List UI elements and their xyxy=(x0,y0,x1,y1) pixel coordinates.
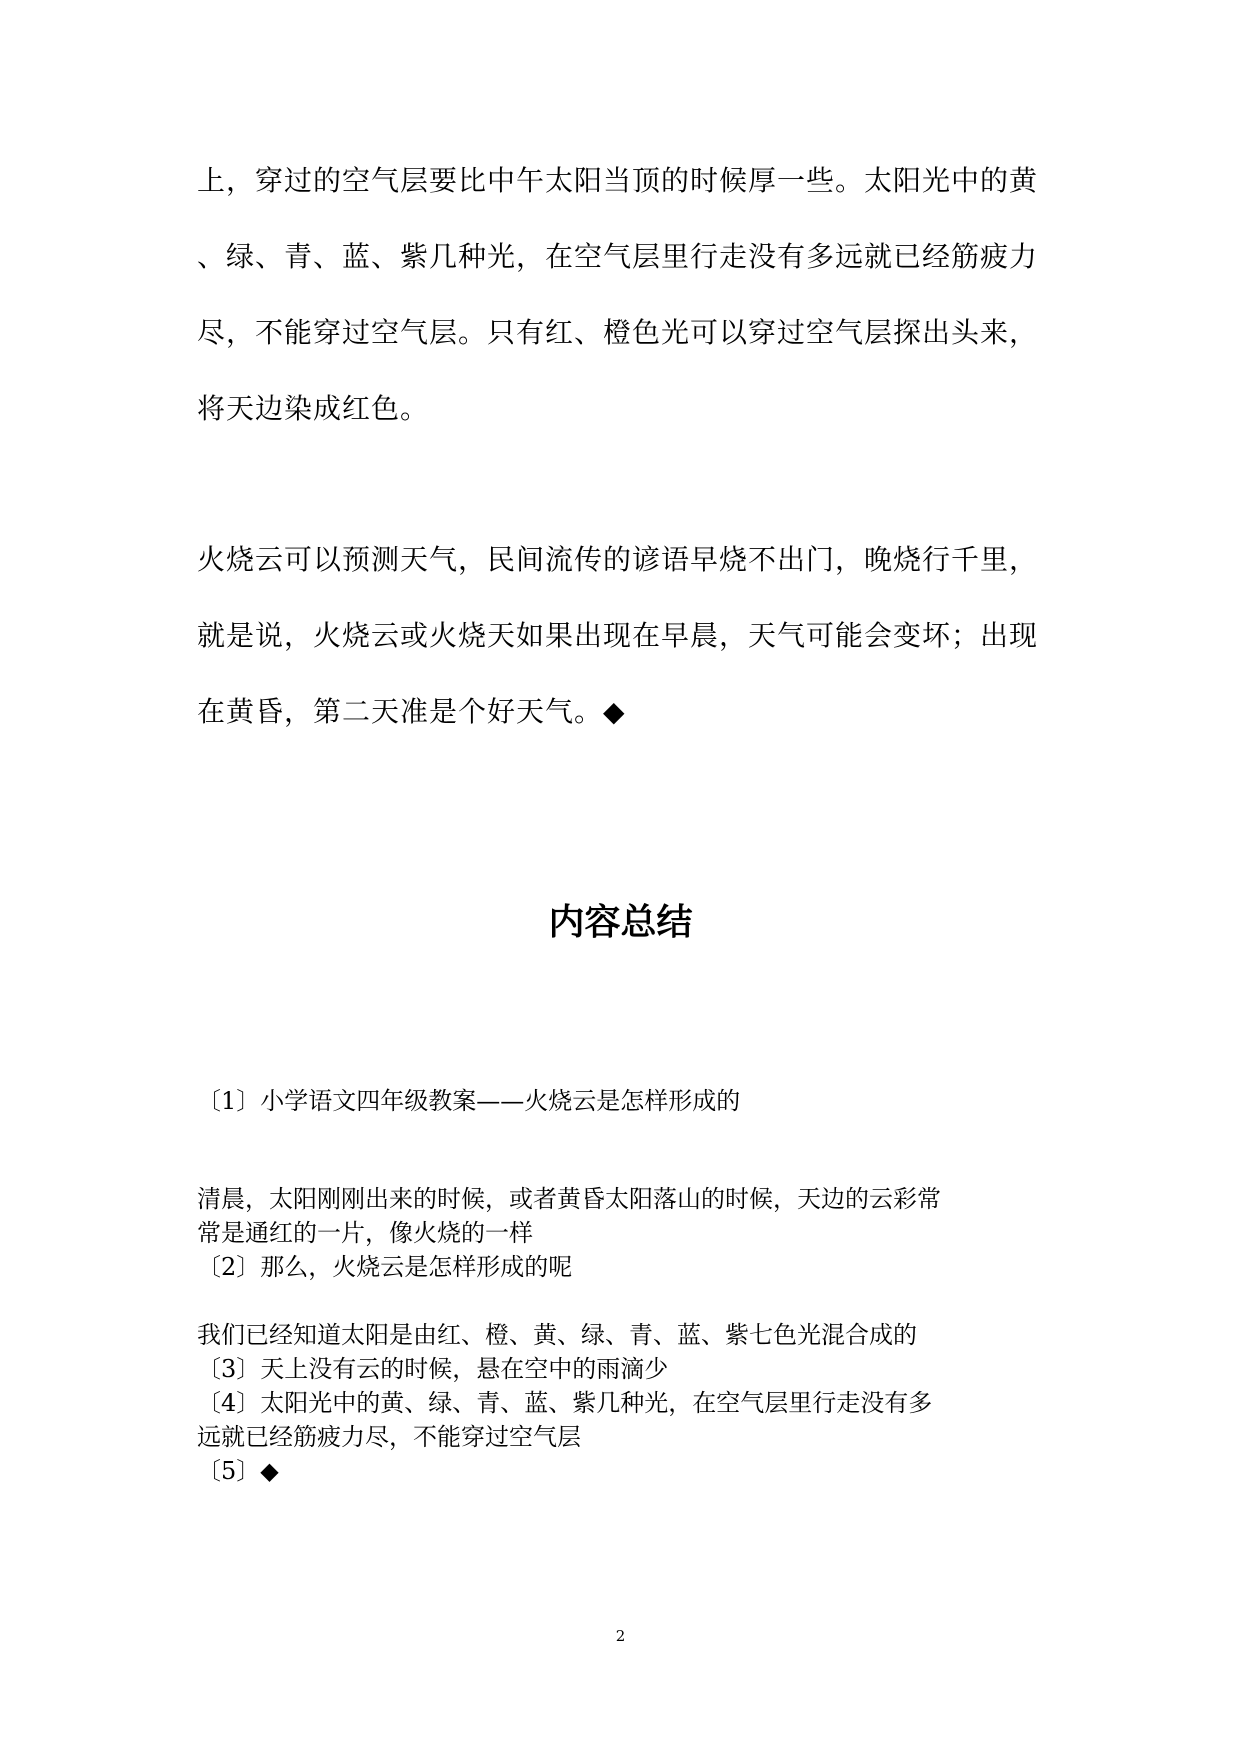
summary-line: 常是通红的一片，像火烧的一样 xyxy=(197,1219,533,1247)
summary-item-1 xyxy=(197,1084,1047,1118)
summary-line: 远就已经筋疲力尽，不能穿过空气层 xyxy=(197,1423,581,1451)
summary-line: 〔4〕太阳光中的黄、绿、青、蓝、紫几种光，在空气层里行走没有多 xyxy=(197,1389,933,1417)
summary-line: 清晨，太阳刚刚出来的时候，或者黄昏太阳落山的时候，天边的云彩常 xyxy=(197,1185,941,1213)
summary-line: 〔2〕那么，火烧云是怎样形成的呢 xyxy=(197,1253,573,1281)
summary-block-2 xyxy=(197,1182,1047,1284)
text-line: 上，穿过的空气层要比中午太阳当顶的时候厚一些。太阳光中的黄 xyxy=(197,164,1039,197)
summary-line: 〔5〕◆ xyxy=(197,1457,279,1485)
text-line: 就是说，火烧云或火烧天如果出现在早晨，天气可能会变坏；出现 xyxy=(197,619,1039,652)
text-line: 火烧云可以预测天气，民间流传的谚语早烧不出门，晚烧行千里， xyxy=(197,543,1039,576)
body-paragraph-1 xyxy=(197,143,1047,447)
text-line: 尽，不能穿过空气层。只有红、橙色光可以穿过空气层探出头来， xyxy=(197,316,1039,349)
summary-line: 〔1〕小学语文四年级教案——火烧云是怎样形成的 xyxy=(197,1087,741,1115)
page-number: 2 xyxy=(615,1627,626,1645)
summary-line: 我们已经知道太阳是由红、橙、黄、绿、青、蓝、紫七色光混合成的 xyxy=(197,1321,917,1349)
body-paragraph-2 xyxy=(197,522,1047,750)
summary-block-3 xyxy=(197,1318,1047,1488)
text-line: 将天边染成红色。 xyxy=(197,392,430,425)
text-line: 在黄昏，第二天准是个好天气。◆ xyxy=(197,695,626,728)
summary-line: 〔3〕天上没有云的时候，悬在空中的雨滴少 xyxy=(197,1355,669,1383)
text-line: 、绿、青、蓝、紫几种光，在空气层里行走没有多远就已经筋疲力 xyxy=(197,240,1039,273)
summary-heading: 内容总结 xyxy=(548,902,693,943)
